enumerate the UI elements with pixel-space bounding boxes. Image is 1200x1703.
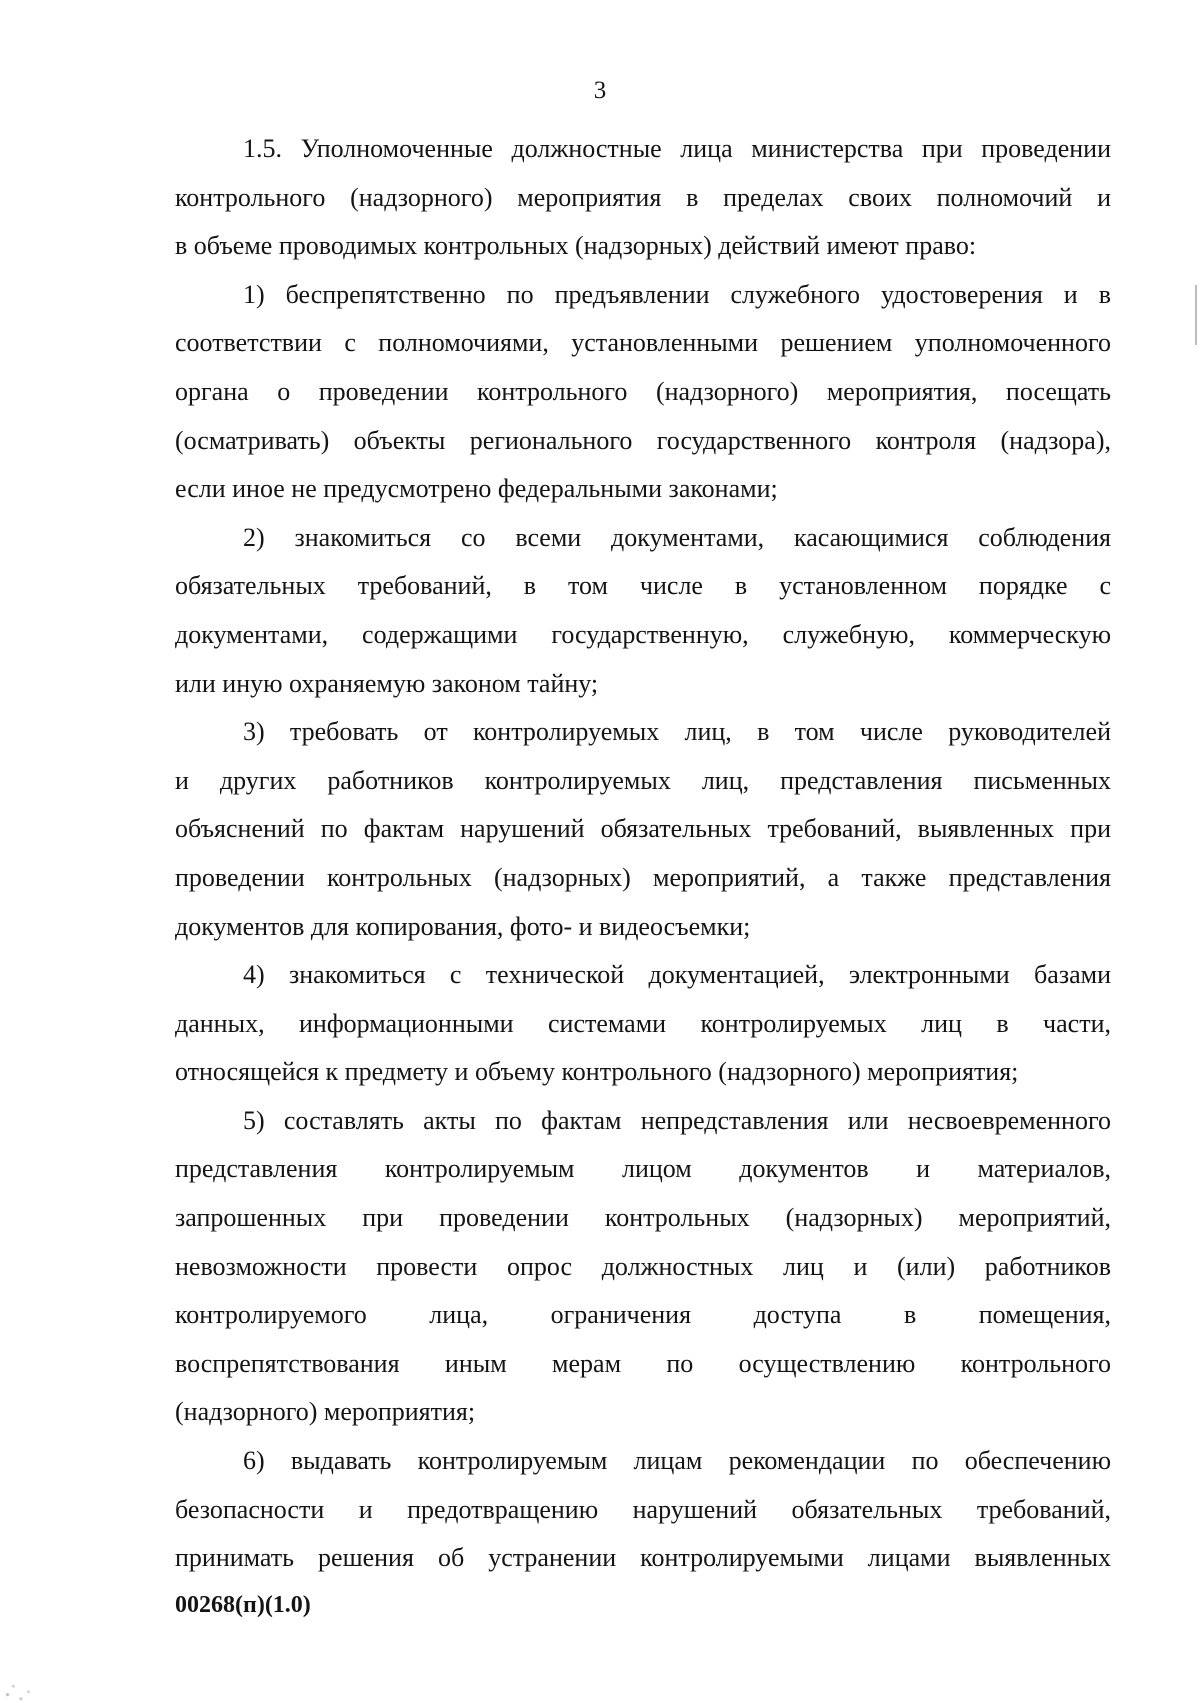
text-line: документами, содержащими государственную, служебную, коммерческую bbox=[175, 619, 1111, 649]
text-line: принимать решения об устранении контролируемыми лицами выявленных bbox=[175, 1543, 1111, 1573]
text-line: контролируемого лица, ограничения доступа в помещения, bbox=[175, 1300, 1111, 1330]
scan-artifact bbox=[0, 1675, 38, 1703]
paragraph-1-5 bbox=[175, 125, 1111, 271]
list-item-5 bbox=[175, 1097, 1111, 1437]
text-line: 1.5. Уполномоченные должностные лица министерства при проведении bbox=[243, 134, 1111, 163]
document-body bbox=[175, 125, 1111, 1583]
text-line: 4) знакомиться с технической документацией, электронными базами bbox=[243, 960, 1111, 990]
text-line: обязательных требований, в том числе в установленном порядке с bbox=[175, 571, 1111, 601]
document-code: 00268(п)(1.0) bbox=[175, 1592, 311, 1618]
text-line: в объеме проводимых контрольных (надзорных) действий имеют право: bbox=[175, 231, 977, 261]
text-line: безопасности и предотвращению нарушений обязательных требований, bbox=[175, 1494, 1111, 1524]
text-line: (надзорного) мероприятия; bbox=[175, 1397, 476, 1427]
text-line: документов для копирования, фото- и видеосъемки; bbox=[175, 911, 751, 941]
list-item-1 bbox=[175, 271, 1111, 514]
text-line: запрошенных при проведении контрольных (надзорных) мероприятий, bbox=[175, 1203, 1111, 1233]
scan-artifact bbox=[1195, 285, 1197, 345]
text-line: органа о проведении контрольного (надзорного) мероприятия, посещать bbox=[175, 376, 1111, 406]
text-line: (осматривать) объекты регионального государственного контроля (надзора), bbox=[175, 425, 1111, 455]
page-number: 3 bbox=[593, 77, 607, 104]
list-item-2 bbox=[175, 514, 1111, 708]
text-line: и других работников контролируемых лиц, представления письменных bbox=[175, 765, 1111, 795]
text-line: данных, информационными системами контролируемых лиц в части, bbox=[175, 1008, 1111, 1038]
text-line: 2) знакомиться со всеми документами, касающимися соблюдения bbox=[243, 522, 1111, 552]
text-line: проведении контрольных (надзорных) мероприятий, а также представления bbox=[175, 862, 1111, 892]
text-line: 6) выдавать контролируемым лицам рекомендации по обеспечению bbox=[243, 1446, 1111, 1476]
text-line: представления контролируемым лицом документов и материалов, bbox=[175, 1154, 1111, 1184]
text-line: 3) требовать от контролируемых лиц, в том числе руководителей bbox=[243, 717, 1111, 747]
list-item-6 bbox=[175, 1437, 1111, 1583]
text-line: если иное не предусмотрено федеральными законами; bbox=[175, 474, 778, 504]
text-line: контрольного (надзорного) мероприятия в пределах своих полномочий и bbox=[175, 182, 1111, 212]
text-line: невозможности провести опрос должностных лиц и (или) работников bbox=[175, 1251, 1111, 1281]
text-line: или иную охраняемую законом тайну; bbox=[175, 668, 599, 698]
text-line: 5) составлять акты по фактам непредставления или несвоевременного bbox=[243, 1105, 1111, 1135]
text-line: 1) беспрепятственно по предъявлении служебного удостоверения и в bbox=[243, 279, 1111, 309]
text-line: объяснений по фактам нарушений обязательных требований, выявленных при bbox=[175, 814, 1111, 844]
text-line: соответствии с полномочиями, установленными решением уполномоченного bbox=[175, 328, 1111, 358]
list-item-3 bbox=[175, 708, 1111, 951]
text-line: относящейся к предмету и объему контрольного (надзорного) мероприятия; bbox=[175, 1057, 1019, 1087]
list-item-4 bbox=[175, 951, 1111, 1097]
text-line: воспрепятствования иным мерам по осуществлению контрольного bbox=[175, 1348, 1111, 1378]
